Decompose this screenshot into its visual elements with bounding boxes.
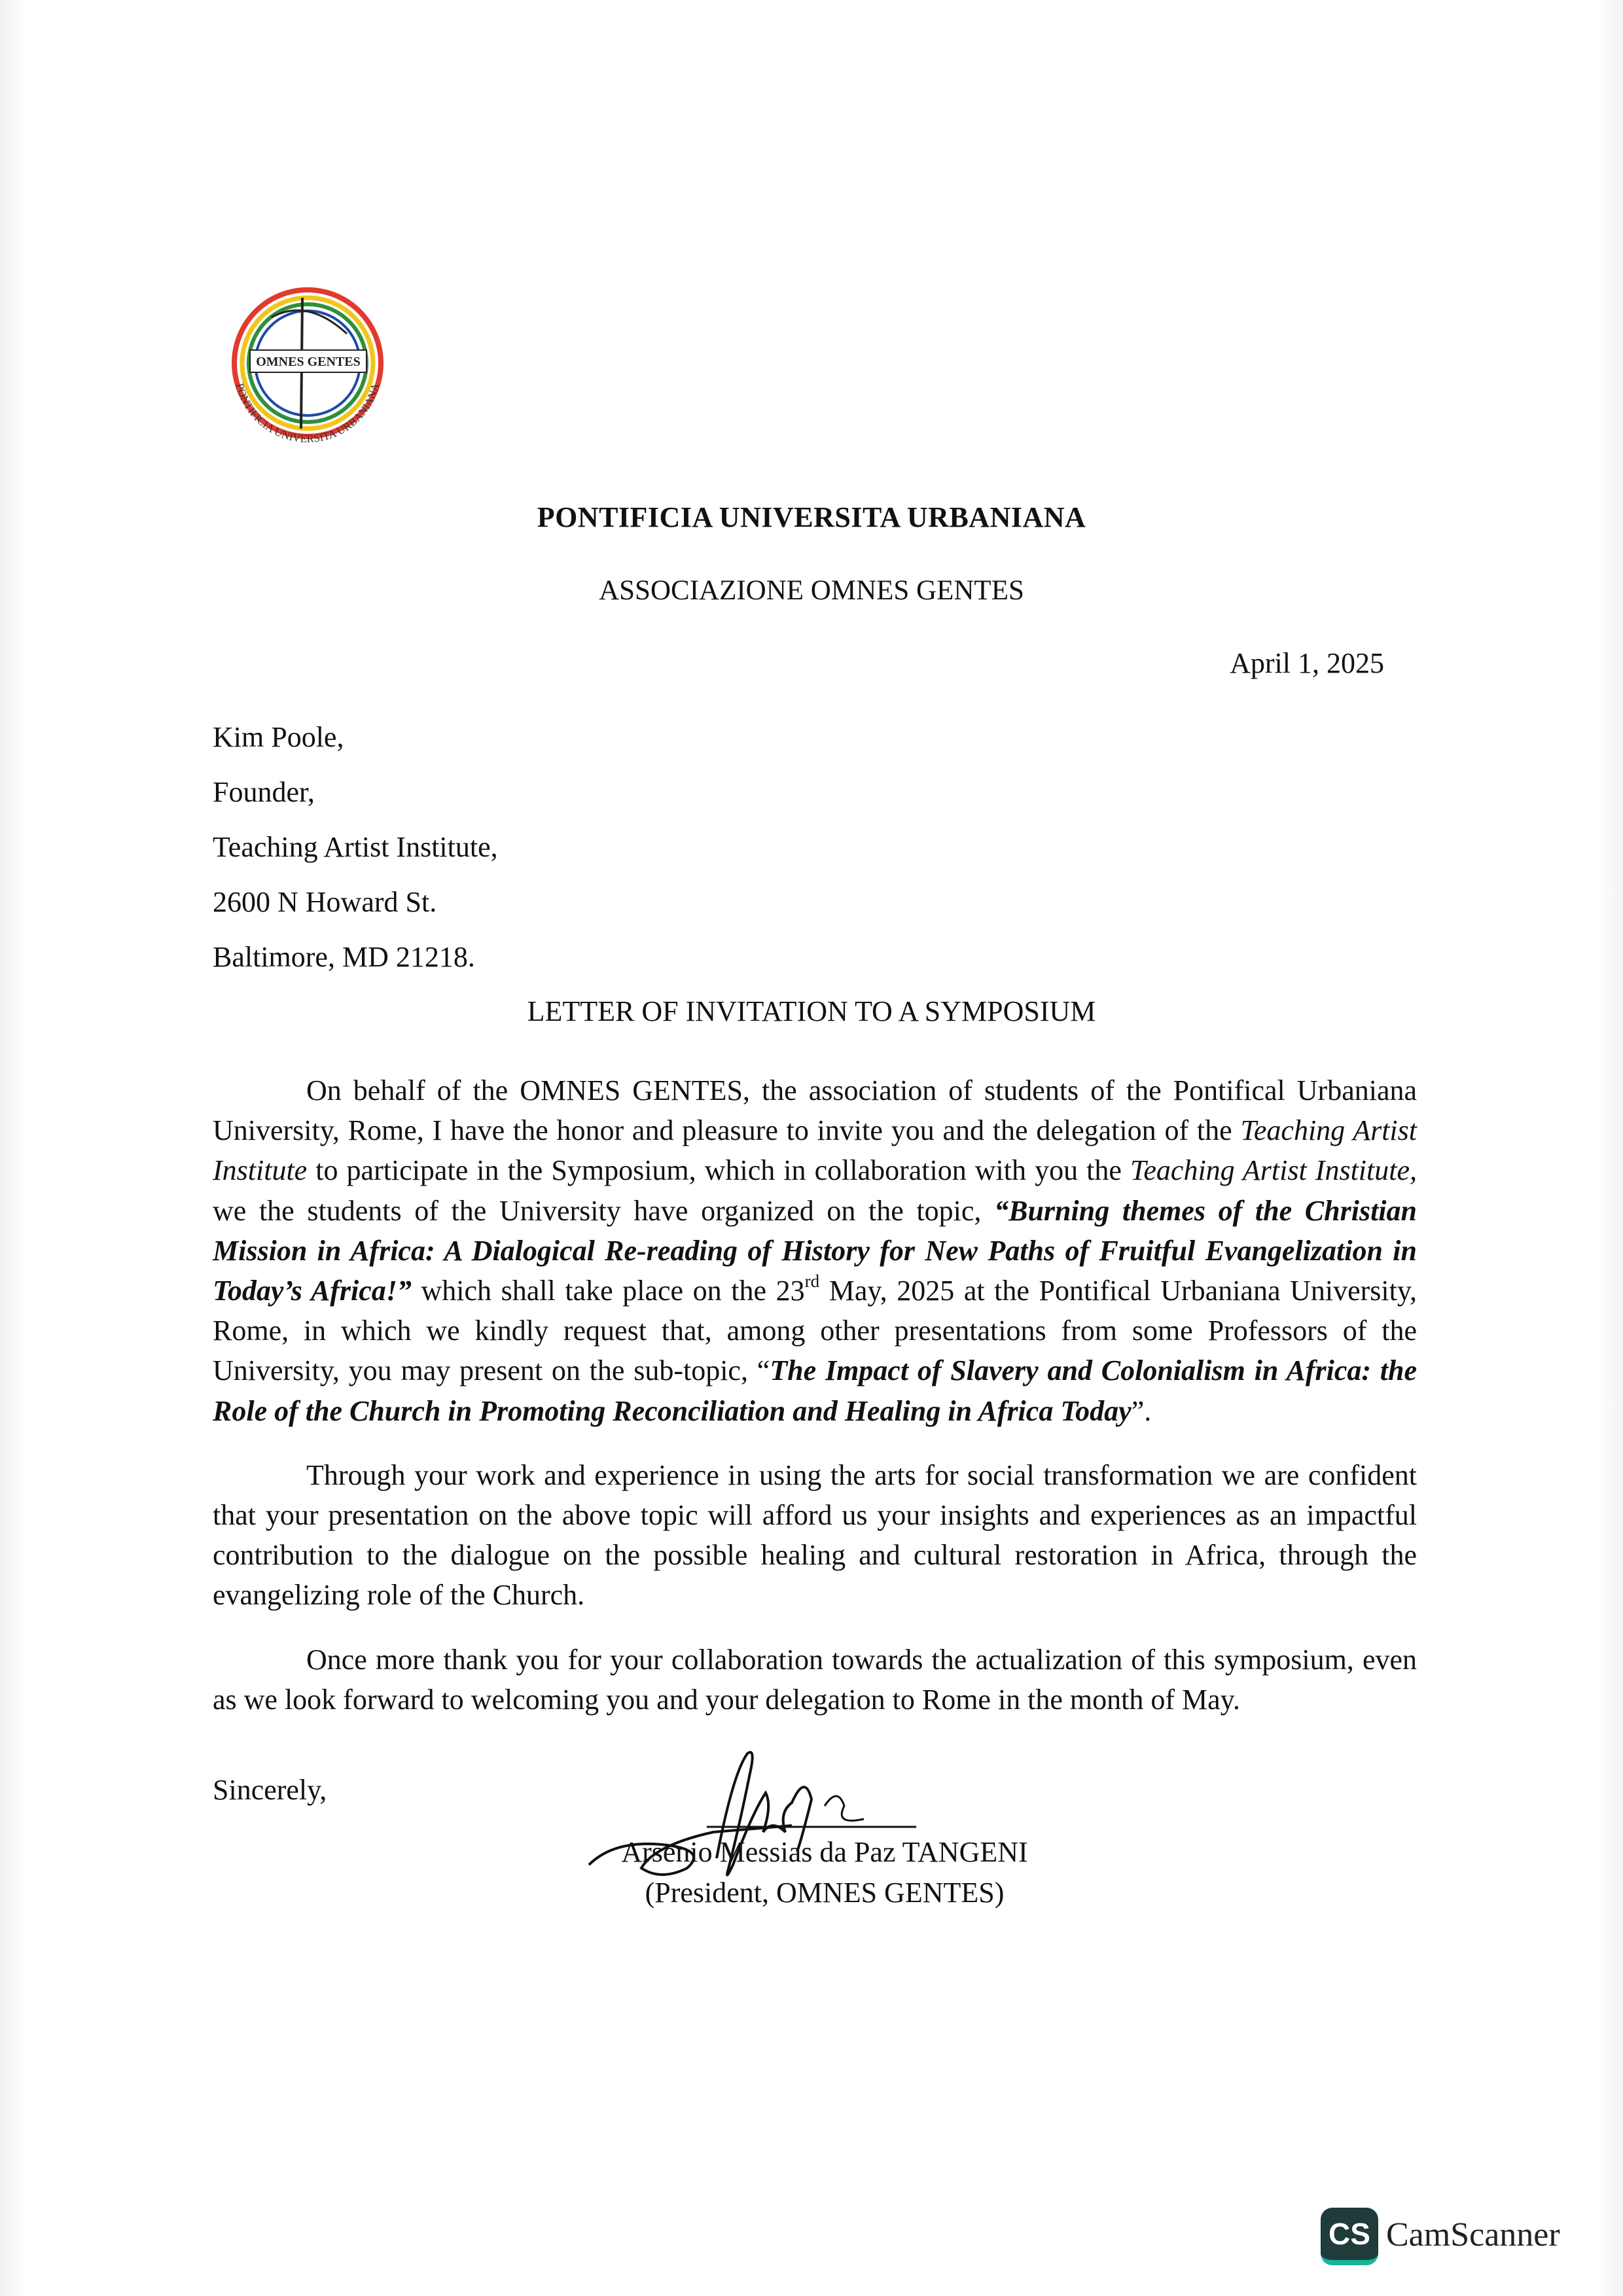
quote-mark: “ — [757, 1354, 770, 1387]
recipient-city: Baltimore, MD 21218. — [213, 941, 475, 973]
text-run: to participate in the Symposium, which in collaboration with you the — [307, 1154, 1130, 1187]
recipient-organization: Teaching Artist Institute, — [213, 831, 498, 863]
camscanner-label: CamScanner — [1386, 2216, 1560, 2253]
letter-date: April 1, 2025 — [1230, 647, 1384, 679]
recipient-address — [213, 718, 498, 993]
signatory-position: (President, OMNES GENTES) — [645, 1877, 1005, 1909]
logo-ring-text: PONTIFICIA UNIVERSITA URBANIANA — [233, 381, 382, 446]
signatory-name: Arsenio Messias da Paz TANGENI — [621, 1836, 1028, 1868]
paragraph-thanks: Once more thank you for your collaboration towards the actualization of this symposium, even as we look forward to welcoming you and your delegation to Rome in the month of May. — [213, 1643, 1417, 1716]
paragraph-confidence: Through your work and experience in using the arts for social transformation we are confident that your presentation on the above topic will afford us your insights and experiences as an impactful contribution to the dialogue on the possible healing and cultural restoration in Africa, through the evangelizing role of the Church. — [213, 1458, 1417, 1612]
symposium-topic: “Burning themes of the Christian Mission in Africa: A Dialogical Re-reading of History for New Paths of Fruitful Evangelization in Today’s Africa!” — [213, 1194, 1418, 1307]
text-run: On behalf of the OMNES GENTES, the association of students of the Pontifical Urbaniana University, Rome, I have the honor and pleasure to invite you and the delegation of the — [213, 1074, 1417, 1147]
text-run: which shall take place on the 23 — [411, 1275, 805, 1307]
ordinal-suffix: rd — [804, 1271, 820, 1292]
closing-salutation: Sincerely, — [213, 1774, 327, 1806]
omnes-gentes-logo — [209, 272, 406, 468]
text-run: May, 2025 at the Pontifical Urbaniana University, Rome, in which we kindly request that, among other presentations from some Professors of the University, you may present on the sub-topic, — [213, 1275, 1418, 1387]
quote-mark: ”. — [1131, 1394, 1152, 1427]
recipient-name: Kim Poole, — [213, 721, 344, 753]
paragraph-invitation — [213, 1070, 1417, 1431]
sub-topic: The Impact of Slavery and Colonialism in Africa: the Role of the Church in Promoting Reconciliation and Healing in Africa Today — [213, 1354, 1418, 1427]
letter-body — [213, 1070, 1417, 1720]
italic-org-name: Teaching Artist Institute, — [1130, 1154, 1417, 1187]
text-run: we the students of the University have organized on the topic, — [213, 1194, 995, 1227]
institution-name: PONTIFICIA UNIVERSITA URBANIANA — [537, 501, 1086, 533]
recipient-street: 2600 N Howard St. — [213, 886, 437, 918]
logo-label: OMNES GENTES — [256, 355, 361, 369]
camscanner-logo-icon: CS — [1321, 2208, 1378, 2265]
logo-emblem — [209, 272, 406, 468]
recipient-title: Founder, — [213, 776, 315, 808]
italic-org-name: Teaching Artist Institute — [213, 1114, 1417, 1187]
signatory-block — [589, 1832, 1060, 1913]
association-name: ASSOCIAZIONE OMNES GENTES — [599, 575, 1024, 606]
letter-subject: LETTER OF INVITATION TO A SYMPOSIUM — [527, 995, 1096, 1027]
